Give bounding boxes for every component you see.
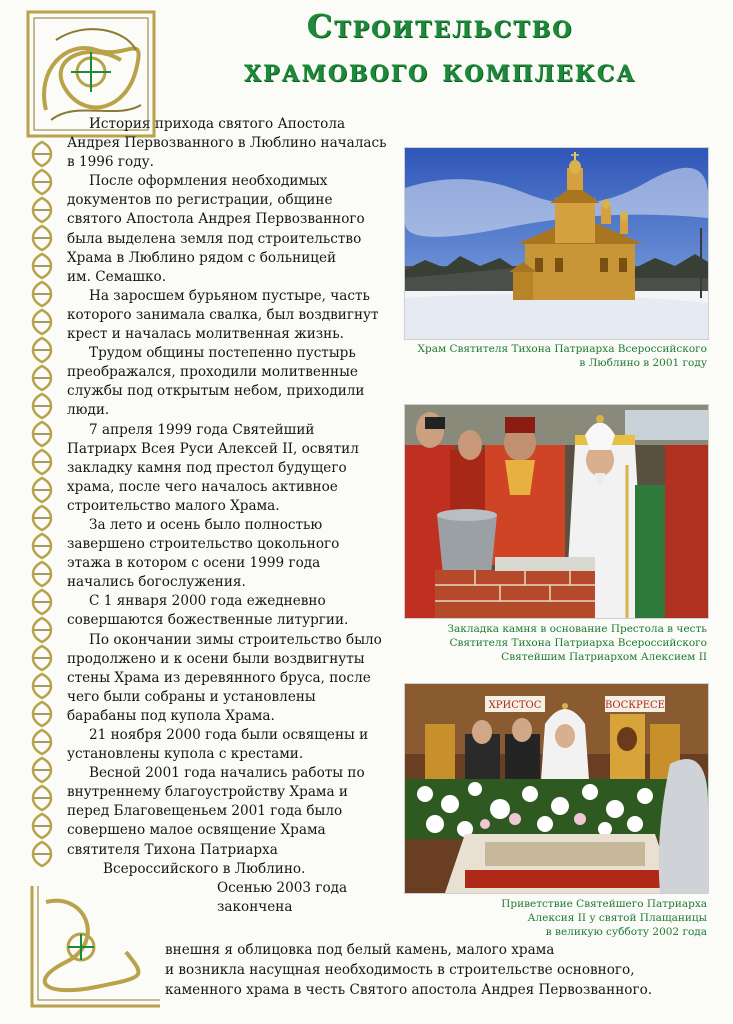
text-line: преображался, проходили молитвенные — [67, 364, 358, 381]
text-line: внешня я облицовка под белый камень, малого храма — [165, 942, 555, 958]
caption-line: Приветствие Святейшего Патриарха — [501, 898, 707, 910]
title-line-2: храмового комплекса — [243, 51, 637, 89]
text-line: После оформления необходимых — [89, 173, 328, 190]
text-line: Осенью 2003 года закончена — [217, 879, 348, 915]
photo-wooden-church — [404, 147, 709, 340]
text-line: Патриарх Всея Руси Алексей II, освятил — [67, 440, 359, 457]
text-line: барабаны под купола Храма. — [67, 707, 275, 724]
page-title — [150, 4, 730, 92]
text-line: чего были собраны и установлены — [67, 688, 316, 705]
text-line: Трудом общины постепенно пустырь — [89, 345, 356, 362]
text-line: продолжено и к осени были воздвигнуты — [67, 650, 365, 667]
text-line: крест и началась молитвенная жизнь. — [67, 326, 344, 343]
text-line: каменного храма в честь Святого апостола Андрея Первозванного. — [165, 982, 653, 998]
title-line-1: Строительство — [306, 7, 574, 45]
text-line: перед Благовещеньем 2001 года было — [67, 803, 343, 820]
ornament-side-chain — [24, 140, 60, 880]
text-line: которого занимала свалка, был воздвигнут — [67, 306, 379, 323]
caption-line: в великую субботу 2002 года — [545, 926, 707, 938]
text-line: им. Семашко. — [67, 268, 167, 285]
text-line: в 1996 году. — [67, 154, 154, 171]
text-line: завершено строительство цокольного — [67, 536, 340, 553]
caption-line: Закладка камня в основание Престола в честь — [447, 623, 707, 635]
caption-line: Алексия II у святой Плащаницы — [527, 912, 707, 924]
photo-stone-laying — [404, 404, 709, 619]
text-line: 21 ноября 2000 года были освящены и — [89, 727, 369, 743]
caption-photo-2 — [404, 622, 707, 664]
history-text — [67, 115, 402, 917]
text-line: святителя Тихона Патриарха — [67, 841, 278, 858]
text-line: История прихода святого Апостола — [89, 116, 346, 132]
text-line: строительство малого Храма. — [67, 497, 280, 514]
caption-photo-3 — [404, 897, 707, 939]
text-line: была выделена земля под строительство — [67, 230, 362, 247]
text-line: закладку камня под престол будущего — [67, 459, 347, 476]
text-line: храма, после чего началось активное — [67, 478, 338, 495]
caption-line: Святителя Тихона Патриарха Всероссийского — [449, 637, 707, 649]
sign-text-right: ВОСКРЕСЕ — [605, 700, 665, 711]
text-line: службы под открытым небом, приходили — [67, 383, 365, 400]
text-line: Весной 2001 года начались работы по — [89, 765, 365, 782]
text-line: установлены купола с крестами. — [67, 746, 304, 763]
photo-holy-shroud — [404, 683, 709, 894]
text-line: люди. — [67, 402, 110, 419]
text-line: 7 апреля 1999 года Святейший — [89, 421, 315, 438]
text-line: стены Храма из деревянного бруса, после — [67, 669, 371, 686]
text-line: совершено малое освящение Храма — [67, 822, 326, 839]
caption-line: Храм Святителя Тихона Патриарха Всероссийского — [417, 343, 707, 355]
text-line: Храма в Люблино рядом с больницей — [67, 249, 337, 266]
text-line: За лето и осень было полностью — [89, 516, 323, 533]
text-line: совершаются божественные литургии. — [67, 612, 349, 629]
caption-line: Святейшим Патриархом Алексием II — [501, 651, 707, 663]
text-line: документов по регистрации, общине — [67, 192, 333, 209]
text-line: внутреннему благоустройству Храма и — [67, 784, 348, 801]
text-line: По окончании зимы строительство было — [89, 631, 382, 648]
caption-photo-1 — [404, 342, 707, 370]
text-line: начались богослужения. — [67, 574, 246, 591]
sign-text-left: ХРИСТОС — [488, 700, 542, 711]
text-line: Андрея Первозванного в Люблино началась — [67, 135, 387, 152]
text-line: На заросшем бурьяном пустыре, часть — [89, 287, 370, 304]
text-line: Всероссийского в Люблино. — [103, 860, 306, 877]
text-line: святого Апостола Андрея Первозванного — [67, 211, 365, 228]
text-line: С 1 января 2000 года ежедневно — [89, 593, 326, 610]
text-line: и возникла насущная необходимость в строительстве основного, — [165, 962, 635, 978]
caption-line: в Люблино в 2001 году — [579, 357, 707, 369]
text-line: этажа в котором с осени 1999 года — [67, 555, 321, 572]
